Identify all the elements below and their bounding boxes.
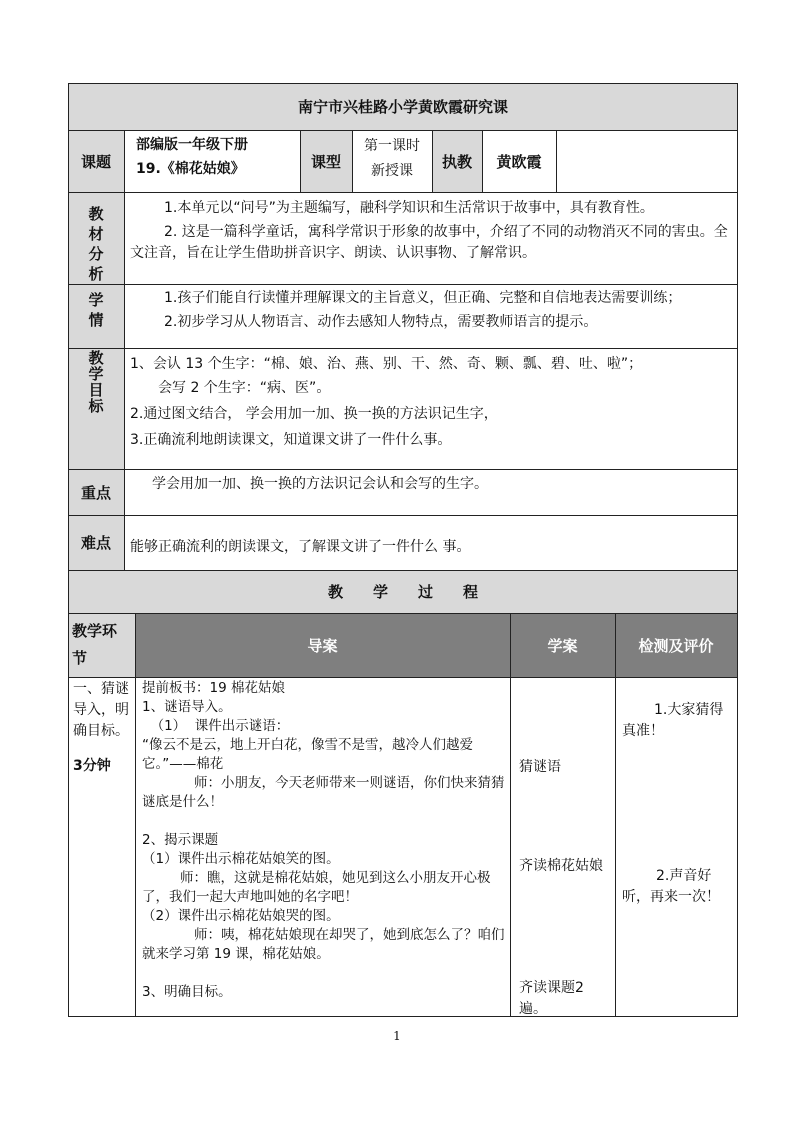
topic-line2: 19.《棉花姑娘》 <box>136 161 245 177</box>
goal-1: 1、会认 13 个生字：“棉、娘、治、燕、别、干、然、奇、颗、瓢、碧、吐、啦”； <box>130 356 643 372</box>
guide-line: （1）课件出示棉花姑娘笑的图。 <box>142 851 340 867</box>
page-number: 1 <box>393 1029 401 1043</box>
guide-line: （2）课件出示棉花姑娘哭的图。 <box>142 908 340 924</box>
goals-label: 教学目标 <box>88 349 104 415</box>
guide-line: 1、谜语导入。 <box>142 699 232 715</box>
topic-line1: 部编版一年级下册 <box>136 137 248 153</box>
guide-line: 提前板书：19 棉花姑娘 <box>142 680 285 696</box>
analysis-p1: 1.本单元以“问号”为主题编写，融科学知识和生活常识于故事中，具有教育性。 <box>164 200 654 216</box>
difficulty-label: 难点 <box>80 534 111 552</box>
goal-2: 2.通过图文结合， 学会用加一加、换一换的方法识记生字， <box>130 406 498 422</box>
analysis-p2: 2. 这是一篇科学童话，寓科学常识于形象的故事中，介绍了不同的动物消灭不同的害虫。全文注音，旨在让学生借助拼音识字、朗读、认识事物、了解常识。 <box>130 224 728 261</box>
guide-line: 师：瞧，这就是棉花姑娘，她见到这么小朋友开心极了，我们一起大声地叫她的名字吧！ <box>142 870 491 905</box>
guide-line: “像云不是云，地上开白花，像雪不是雪，越冷人们越爱它。”——棉花 <box>142 737 473 772</box>
column-guide: 导案 <box>307 636 338 655</box>
type-value <box>352 134 432 192</box>
learning-label: 学情 <box>88 291 104 329</box>
goal-1b: 会写 2 个生字：“病、医”。 <box>158 380 331 396</box>
analysis-text <box>124 198 736 264</box>
type-label: 课型 <box>310 152 341 171</box>
page-title: 南宁市兴桂路小学黄欧霞研究课 <box>297 98 508 116</box>
type-line1: 第一课时 <box>364 138 420 154</box>
goal-3: 3.正确流利地朗读课文，知道课文讲了一件什么事。 <box>130 432 452 448</box>
topic-label: 课题 <box>80 152 111 171</box>
guide-cell <box>136 679 510 1002</box>
key-label: 重点 <box>80 483 111 502</box>
analysis-label: 教材分析 <box>88 205 104 283</box>
topic-value <box>124 133 300 191</box>
learning-text <box>124 288 736 333</box>
process-title: 教 学 过 程 <box>327 583 478 601</box>
study-item-1: 猜谜语 <box>519 759 561 775</box>
goals-text <box>124 352 736 452</box>
difficulty-text: 能够正确流利的朗读课文，了解课文讲了一件什么 事。 <box>130 539 471 555</box>
column-study: 学案 <box>547 636 578 655</box>
teacher-label: 执教 <box>441 152 472 171</box>
guide-line: 2、揭示课题 <box>142 832 219 848</box>
stage-time: 3分钟 <box>73 758 111 774</box>
guide-line: 师：小朋友，今天老师带来一则谜语，你们快来猜猜谜底是什么！ <box>142 775 505 810</box>
learning-p2: 2.初步学习从人物语言、动作去感知人物特点，需要教师语言的提示。 <box>164 314 598 330</box>
key-text: 学会用加一加、换一换的方法识记会认和会写的生字。 <box>152 476 488 492</box>
eval-item-1: 1.大家猜得真准！ <box>622 702 724 739</box>
guide-line: 师：咦，棉花姑娘现在却哭了，她到底怎么了？咱们就来学习第 19 课，棉花姑娘。 <box>142 927 505 962</box>
stage-cell <box>69 679 135 777</box>
eval-item-2: 2.声音好听，再来一次！ <box>622 868 720 905</box>
guide-line: （1） 课件出示谜语： <box>142 718 290 734</box>
stage-text: 一、猜谜导入，明确目标。 <box>73 681 129 739</box>
learning-p1: 1.孩子们能自行读懂并理解课文的主旨意义，但正确、完整和自信地表达需要训练； <box>164 290 682 306</box>
teacher-name: 黄欧霞 <box>496 152 542 171</box>
column-eval: 检测及评价 <box>638 636 714 655</box>
study-item-3: 齐读课题2遍。 <box>519 980 584 1017</box>
column-stage: 教学环节 <box>72 622 118 667</box>
guide-line: 3、明确目标。 <box>142 984 232 1000</box>
study-item-2: 齐读棉花姑娘 <box>519 858 603 874</box>
type-line2: 新授课 <box>371 163 413 179</box>
